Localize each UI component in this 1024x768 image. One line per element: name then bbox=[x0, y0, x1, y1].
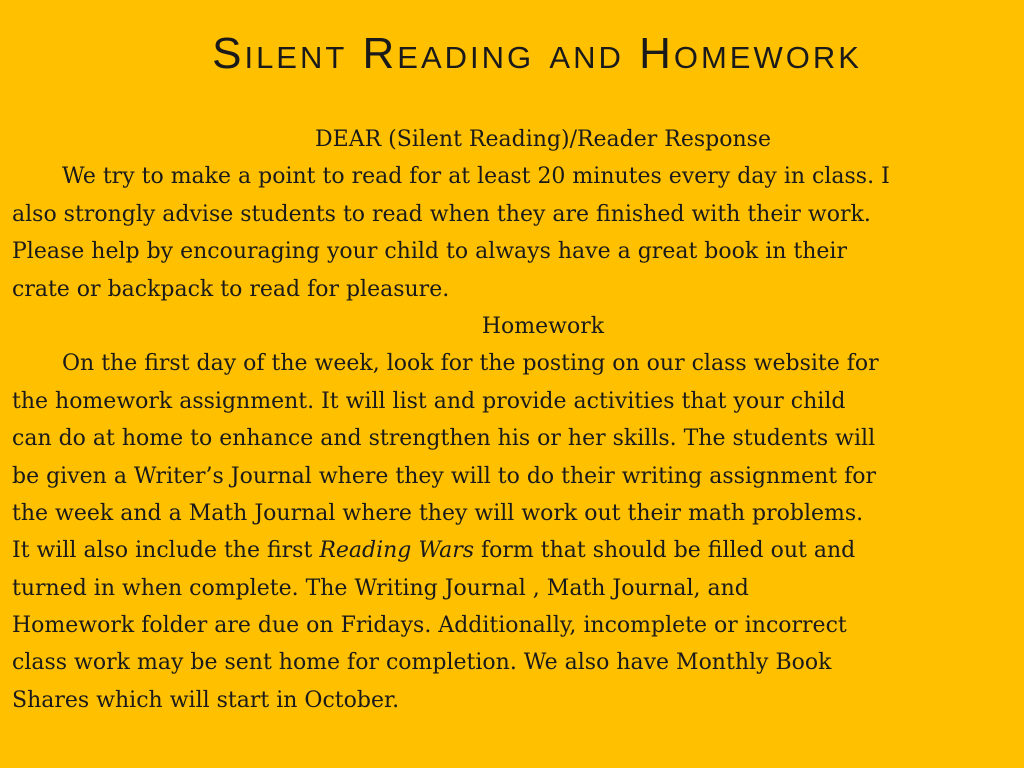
text-line: can do at home to enhance and strengthen his or her skills. The students will bbox=[12, 426, 876, 452]
slide-title: Silent Reading and Homework bbox=[212, 29, 862, 78]
text-segment: form that should be filled out and bbox=[474, 538, 856, 564]
text-line: Shares which will start in October. bbox=[12, 687, 400, 713]
paragraph-homework bbox=[12, 345, 1014, 719]
text-line: Homework folder are due on Fridays. Additionally, incomplete or incorrect bbox=[12, 613, 847, 639]
text-line: also strongly advise students to read when they are finished with their work. bbox=[12, 201, 871, 227]
paragraph-silent-reading bbox=[12, 158, 1014, 308]
reading-wars-title: Reading Wars bbox=[319, 538, 474, 564]
text-line: On the first day of the week, look for the posting on our class website for bbox=[62, 351, 879, 377]
text-line: crate or backpack to read for pleasure. bbox=[12, 276, 450, 302]
section-heading-dear: DEAR (Silent Reading)/Reader Response bbox=[315, 127, 771, 152]
text-segment: It will also include the first bbox=[12, 538, 320, 564]
text-line: We try to make a point to read for at least 20 minutes every day in class. I bbox=[62, 164, 890, 190]
slide-body bbox=[12, 121, 1014, 719]
text-line: the homework assignment. It will list and provide activities that your child bbox=[12, 388, 846, 414]
text-line: be given a Writer’s Journal where they will to do their writing assignment for bbox=[12, 463, 877, 489]
text-line: Please help by encouraging your child to always have a great book in their bbox=[12, 239, 847, 265]
text-line: the week and a Math Journal where they will work out their math problems. bbox=[12, 500, 864, 526]
text-line: turned in when complete. The Writing Journal , Math Journal, and bbox=[12, 575, 749, 601]
section-heading-homework: Homework bbox=[481, 313, 605, 339]
text-line: class work may be sent home for completion. We also have Monthly Book bbox=[12, 650, 832, 676]
text-line-reading-wars bbox=[12, 532, 1014, 569]
